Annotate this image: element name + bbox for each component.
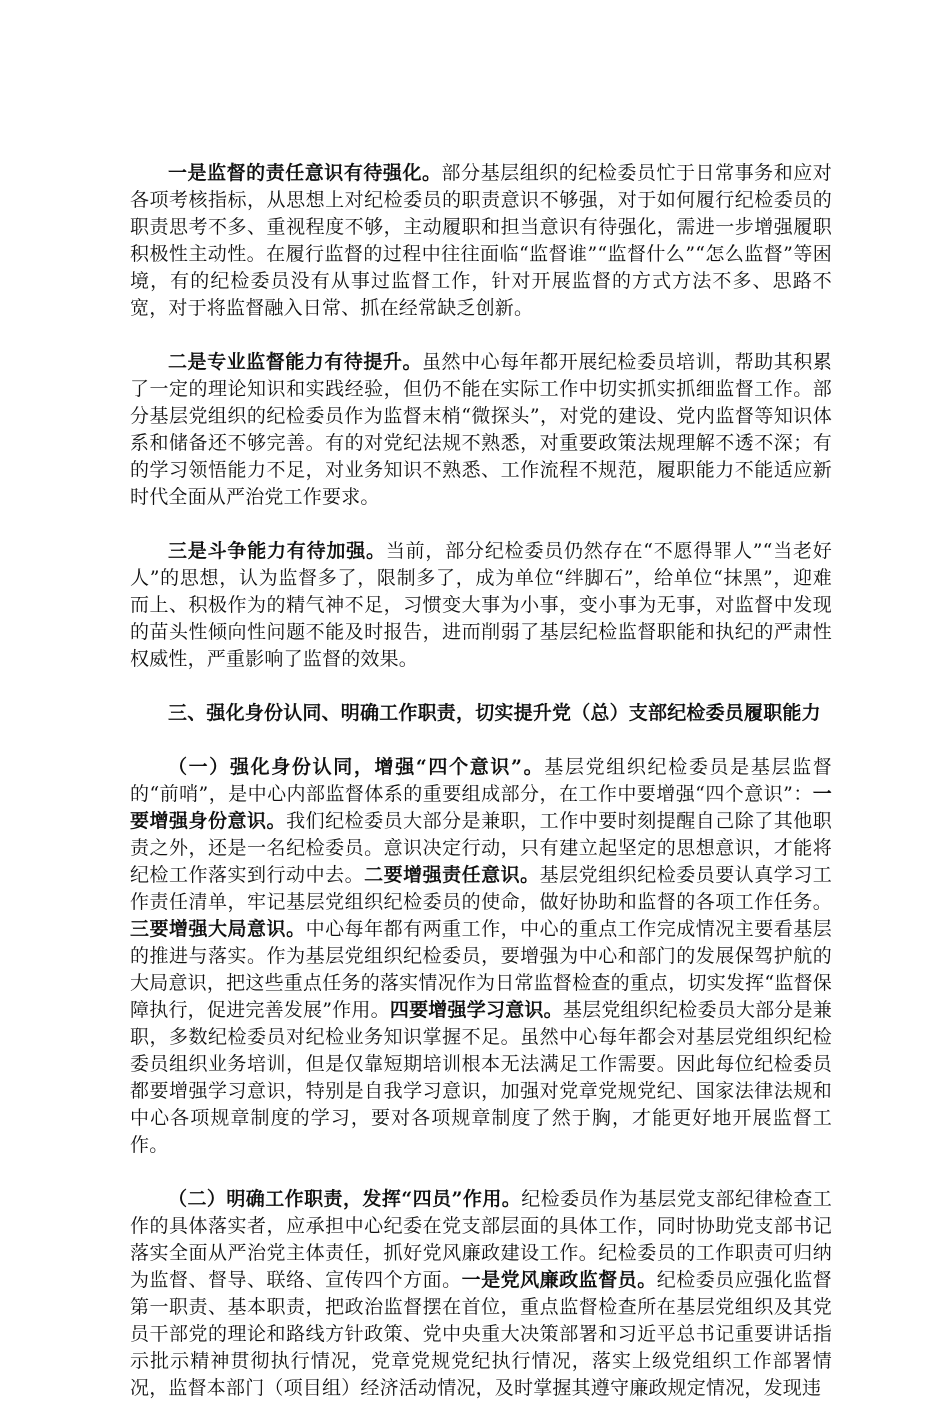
paragraph-2-lead: 二是专业监督能力有待提升。 [168,351,423,373]
text-run: 基层党组织纪检委员是基层监督的“前哨”，是中心内部监督体系的重要组成部分，在工作中要增强“四个意识”： [130,756,832,805]
paragraph-1-lead: 一是监督的责任意识有待强化。 [168,162,442,184]
paragraph-3-lead: 三是斗争能力有待加强。 [168,540,386,562]
section-heading: 三、强化身份认同、明确工作职责，切实提升党（总）支部纪检委员履职能力 [168,702,821,724]
bold-run: 三要增强大局意识。 [130,918,306,940]
subheading-1: （一）强化身份认同，增强“四个意识”。 [168,756,545,778]
subheading-2: （二）明确工作职责，发挥“四员”作用。 [168,1188,522,1210]
paragraph-gap [130,511,832,538]
paragraph-gap [130,673,832,700]
paragraph-3 [130,538,832,673]
paragraph-gap [130,727,832,754]
text-run: 纪检委员作为基层党支部纪律检查工作的具体落实者，应承担中心纪委在党支部层面的具体工作，同时协助党支部书记落实全面从严治党主体责任，抓好党风廉政建设工作。纪检委员的工作职责可归纳为监督、督导、联络、宣传四个方面。 [130,1188,832,1291]
paragraph-gap [130,322,832,349]
text-run: 基层党组织纪检委员要认真学习工作责任清单，牢记基层党组织纪检委员的使命，做好协助和监督的各项工作任务。 [130,864,832,913]
paragraph-3-body: 当前，部分纪检委员仍然存在“不愿得罪人”“当老好人”的思想，认为监督多了，限制多了，成为单位“绊脚石”，给单位“抹黑”，迎难而上、积极作为的精气神不足，习惯变大事为小事，变小事为无事，对监督中发现的苗头性倾向性问题不能及时报告，进而削弱了基层纪检监督职能和执纪的严肃性权威性，严重影响了监督的效果。 [130,540,832,670]
text-run: 我们纪检委员大部分是兼职，工作中要时刻提醒自己除了其他职责之外，还是一名纪检委员。意识决定行动，只有建立起坚定的思想意识，才能将纪检工作落实到行动中去。 [130,810,832,886]
section-paragraph-2 [130,1186,832,1402]
text-run: 基层党组织纪检委员大部分是兼职，多数纪检委员对纪检业务知识掌握不足。虽然中心每年都会对基层党组织纪检委员组织业务培训，但是仅靠短期培训根本无法满足工作需要。因此每位纪检委员都要增强学习意识，特别是自我学习意识，加强对党章党规党纪、国家法律法规和中心各项规章制度的学习，要对各项规章制度了然于胸，才能更好地开展监督工作。 [130,999,832,1156]
paragraph-gap [130,1159,832,1186]
bold-run: 一是党风廉政监督员。 [461,1269,657,1291]
paragraph-2-body: 虽然中心每年都开展纪检委员培训，帮助其积累了一定的理论知识和实践经验，但仍不能在实际工作中切实抓实抓细监督工作。部分基层党组织的纪检委员作为监督末梢“微探头”，对党的建设、党内监督等知识体系和储备还不够完善。有的对党纪法规不熟悉，对重要政策法规理解不透不深；有的学习领悟能力不足，对业务知识不熟悉、工作流程不规范，履职能力不能适应新时代全面从严治党工作要求。 [130,351,832,508]
paragraph-1-body: 部分基层组织的纪检委员忙于日常事务和应对各项考核指标，从思想上对纪检委员的职责意识不够强，对于如何履行纪检委员的职责思考不多、重视程度不够，主动履职和担当意识有待强化，需进一步增强履职积极性主动性。在履行监督的过程中往往面临“监督谁”“监督什么”“怎么监督”等困境，有的纪检委员没有从事过监督工作，针对开展监督的方式方法不多、思路不宽，对于将监督融入日常、抓在经常缺乏创新。 [130,162,832,319]
bold-run: 四要增强学习意识。 [389,999,563,1021]
text-run: 中心每年都有两重工作，中心的重点工作完成情况主要看基层的推进与落实。作为基层党组织纪检委员，要增强为中心和部门的发展保驾护航的大局意识，把这些重点任务的落实情况作为日常监督检查的重点，切实发挥“监督保障执行，促进完善发展”作用。 [130,918,832,1021]
text-run: 纪检委员应强化监督第一职责、基本职责，把政治监督摆在首位，重点监督检查所在基层党组织及其党员干部党的理论和路线方针政策、党中央重大决策部署和习近平总书记重要讲话指示批示精神贯彻执行情况，党章党规党纪执行情况，落实上级党组织工作部署情况，监督本部门（项目组）经济活动情况，及时掌握其遵守廉政规定情况，发现违 [130,1269,832,1399]
bold-run: 二要增强责任意识。 [364,864,540,886]
section-paragraph-1 [130,754,832,1159]
paragraph-2 [130,349,832,511]
bold-run: 一要增强身份意识。 [130,783,832,832]
paragraph-1 [130,160,832,322]
document-page [130,160,832,1402]
